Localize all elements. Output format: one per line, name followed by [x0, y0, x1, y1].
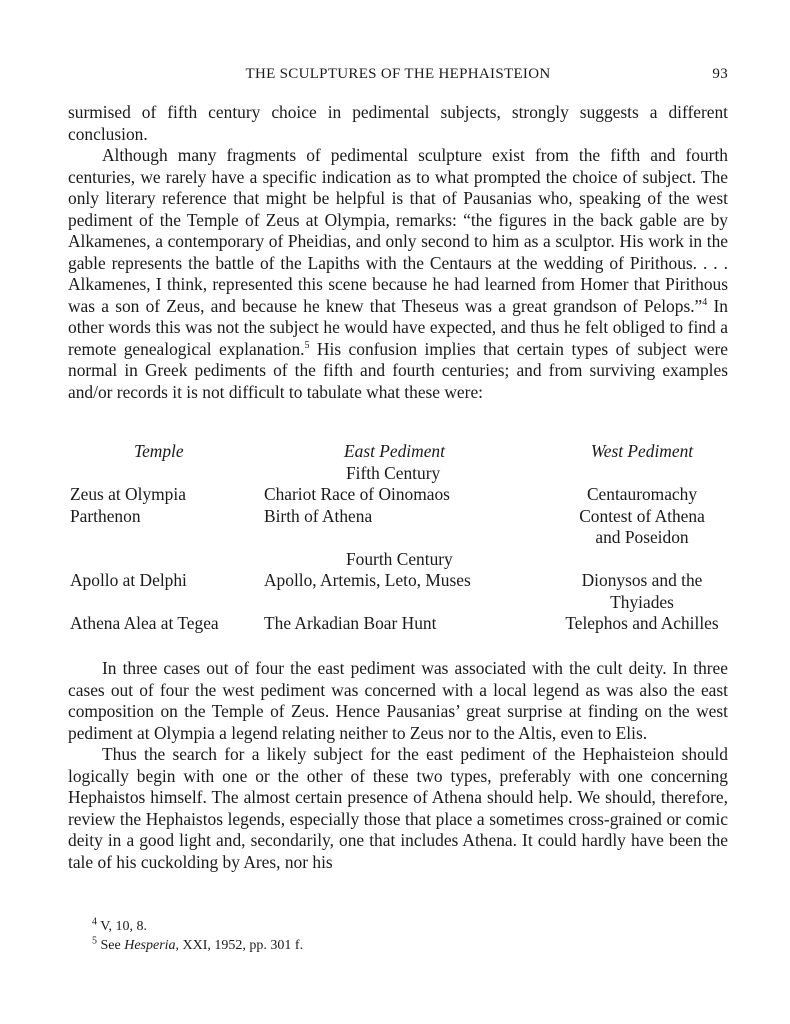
- footnote-mark: 5: [92, 935, 97, 947]
- temple-cell: Parthenon: [70, 505, 141, 526]
- west-cell: [554, 613, 730, 635]
- temple-cell: Zeus at Olympia: [70, 484, 186, 504]
- footnote-journal: Hesperia: [124, 938, 176, 953]
- footnotes: [92, 917, 303, 955]
- footnote-text: , XXI, 1952, pp. 301 f.: [175, 938, 304, 953]
- paragraph-search: Thus the search for a likely subject for the east pediment of the Hephaisteion should logically begin with one or the other of these two types, preferably with one concerning Hephaistos himself. The almost certain presence of Athena should help. We should, therefore, review the Hephaistos legends, especially those that place a sometimes cross-grained or comic deity in a good light and, secondarily, one that includes Athena. It could hardly have been the tale of his cuckolding by Ares, nor his: [68, 744, 728, 872]
- west-cell: [554, 484, 730, 506]
- running-head: [68, 66, 728, 86]
- header-east-pediment: East Pediment: [344, 441, 445, 461]
- paragraph-text: In other words this was not the subject he would have expected, and thus he felt obliged to find a remote genealogical explanation.: [68, 295, 728, 359]
- body-text-bottom: [68, 658, 728, 873]
- paragraph-text: His confusion implies that certain types of subject were normal in Greek pediments of the fifth and fourth centuries; and from surviving examples and/or records it is not difficult to tabulate what these were:: [68, 338, 728, 402]
- footnote-mark: 4: [92, 916, 97, 928]
- table-header-row: [70, 441, 730, 463]
- paragraph-cases: In three cases out of four the east pediment was associated with the cult deity. In three cases out of four the west pediment was concerned with a local legend as was also the east composition on the Temple of Zeus. Hence Pausanias’ great surprise at finding on the west pediment at Olympia a legend relating neither to Zeus nor to the Altis, even to Elis.: [68, 658, 728, 743]
- west-cell-line: Thyiades: [610, 591, 674, 612]
- table-row: [70, 570, 730, 613]
- west-cell: [554, 570, 730, 613]
- west-cell-line: Centauromachy: [586, 484, 698, 504]
- century-label: Fourth Century: [346, 548, 453, 569]
- paragraph-continuation: surmised of fifth century choice in pedimental subjects, strongly suggests a different conclusion.: [68, 102, 728, 144]
- pediment-table: [70, 441, 730, 635]
- footnote-ref: 5: [304, 339, 310, 351]
- body-text-top: [68, 102, 728, 403]
- east-cell: Apollo, Artemis, Leto, Muses: [264, 570, 471, 590]
- running-head-title: THE SCULPTURES OF THE HEPHAISTEION: [245, 66, 551, 82]
- footnote-ref: 4: [702, 296, 708, 308]
- footnote-text: V, 10, 8.: [97, 919, 148, 934]
- header-west-pediment: West Pediment: [590, 441, 694, 461]
- temple-cell: Athena Alea at Tegea: [70, 613, 219, 633]
- west-cell-line: Dionysos and the: [581, 570, 703, 590]
- paragraph-pausanias: [68, 145, 728, 403]
- east-cell: The Arkadian Boar Hunt: [264, 613, 437, 633]
- east-cell: Birth of Athena: [264, 505, 373, 526]
- century-label: Fifth Century: [346, 462, 441, 483]
- east-cell: Chariot Race of Oinomaos: [264, 484, 450, 504]
- footnote: [92, 936, 303, 955]
- temple-cell: Apollo at Delphi: [70, 570, 187, 590]
- table-row: [70, 484, 730, 506]
- footnote: [92, 917, 303, 936]
- footnote-text: See: [97, 938, 125, 953]
- header-temple: Temple: [134, 441, 184, 461]
- paragraph-text: Although many fragments of pedimental sculpture exist from the fifth and fourth centuries, we rarely have a specific indication as to what prompted the choice of subject. The only literary reference that might be helpful is that of Pausanias who, speaking of the west pediment of the Temple of Zeus at Olympia, remarks: “the figures in the back gable are by Alkamenes, a contemporary of Pheidias, and only second to him as a sculptor. His work in the gable represents the battle of the Lapiths with the Centaurs at the wedding of Pirithous. . . . Alkamenes, I think, represented this scene because he had learned from Homer that Pirithous was a son of Zeus, and because he knew that Theseus was a great grandson of Pelops.”: [68, 145, 728, 316]
- page-number: 93: [712, 66, 728, 82]
- west-cell-line: and Poseidon: [595, 527, 689, 547]
- table-row: [70, 506, 730, 549]
- west-cell-line: Contest of Athena: [579, 505, 705, 526]
- west-cell: [554, 506, 730, 549]
- table-row: [70, 613, 730, 635]
- west-cell-line: Telephos and Achilles: [565, 613, 719, 633]
